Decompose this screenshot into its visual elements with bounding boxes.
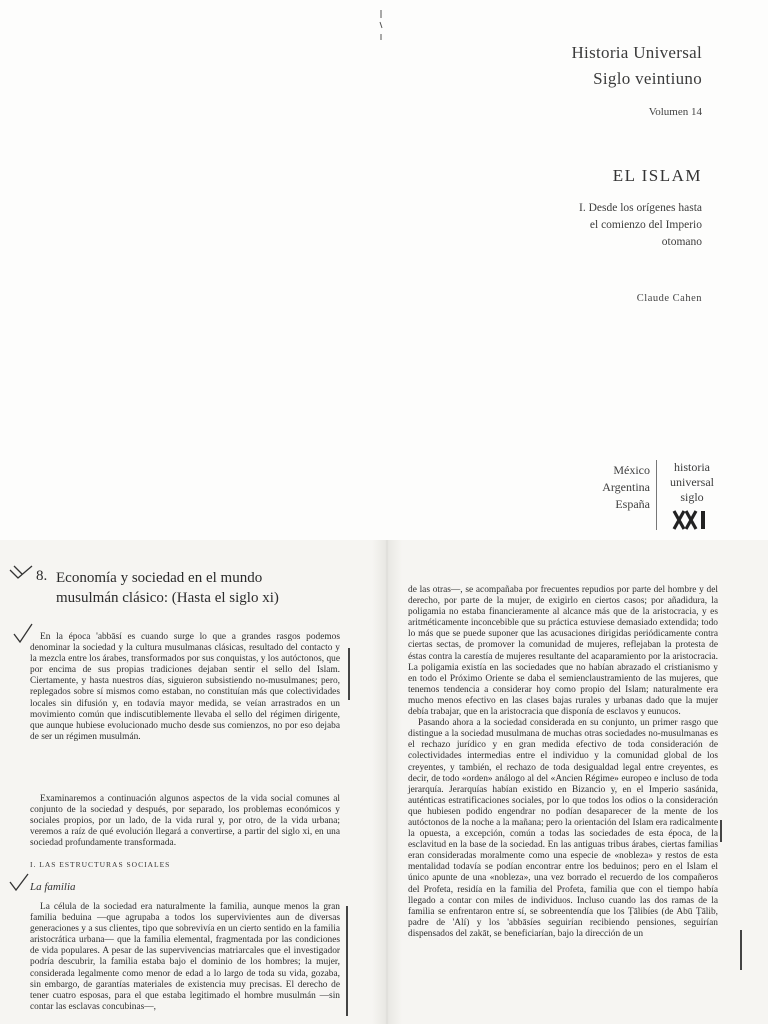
right-page-text <box>408 585 718 940</box>
family-paragraph: La célula de la sociedad era naturalmente la familia, aunque menos la gran familia beduina —que agrupaba a todos los supervivientes aun de diversas generaciones y a sus clientes, tipo que sobrevivía en un cierto sentido en la familia aristocrática urbana— que la familia elemental, fragmentada por las condiciones de vida populares. A pesar de las supervivencias matriarcales que el investigador podría descubrir, la familia estaba bajo el dominio de los hombres; la mujer, considerada legalmente como menor de edad a lo largo de toda su vida, gozaba, sin embargo, de garantías materiales de existencia muy precisas. El derecho de tener cuatro esposas, para el que estaba legitimado el hombre musulmán —sin contar las esclavas concubinas—, <box>30 902 340 1012</box>
publisher-name <box>662 460 722 505</box>
right-paragraph-1: de las otras—, se acompañaba por frecuentes repudios por parte del hombre y del derecho, por parte de la mujer, de exigirlo en ciertos casos; por añadidura, la poligamia no estaba financieramente al alcance más que de la aristocracia, y es aritméticamente inconcebible que su práctica estuviese demasiado extendida; todo lo más que se puede suponer que las acusaciones dirigidas periódicamente contra ciertas sectas, de promover la comunidad de mujeres, reflejaban la protesta de éstas contra la carestía de mujeres resultante del acaparamiento por la aristocracia. La poligamia existía en las sociedades que no habían abrazado el cristianismo y en todo el Próximo Oriente se daba el semienclaustramiento de las mujeres, que tenemos tendencia a considerar hoy como propio del Islam; naturalmente era mucho menos efectivo en las clases bajas rurales y urbanas dado que la mujer debía trabajar, que en la aristocracia que disponía de esclavos y eunucos. <box>408 585 718 718</box>
right-paragraph-2: Pasando ahora a la sociedad considerada en su conjunto, un primer rasgo que distingue a la sociedad musulmana de muchas otras sociedades no-musulmanas es el rechazo jurídico y en gran medida efectivo de toda consideración de colectividades intermedias entre el individuo y la comunidad global de los creyentes, y también, el rechazo de toda desigualdad legal entre creyentes, es decir, de todo «orden» análogo al del «Ancien Régime» europeo e incluso de toda jerarquía. Jerarquías habían existido en Bizancio y, en el Imperio sasánida, auténticas estratificaciones sociales, por lo que todos los odios o la consideración que hubiesen podido engendrar no podían desaparecer de la mente de los autóctonos de la noche a la mañana; pero la orientación del Islam era radicalmente la opuesta, a excepción, común a todas las sociedades de esta época, de la esclavitud en la base de la sociedad. En las antiguas tribus árabes, ciertas familias eran consideradas moralmente como una especie de «nobleza» y restos de esta mentalidad todavía se podían encontrar entre los beduinos; pero en el Islam el único apunte de una «nobleza», una vez borrado el recuerdo de los compañeros del Profeta, residía en la familia del Profeta, familia que con el tiempo había llegado a contar con miles de individuos. Incluso cuando las dos ramas de la familia se enfrentaron entre sí, se sobreentendía que los Ṭālibíes (de Abū Ṭālib, padre de 'Alí) y los 'abbāsíes seguirían recibiendo pensiones, seguirían dispensados del zakāt, se beneficiarían, bajo la dirección de un <box>408 718 718 939</box>
pen-mark-icon <box>378 8 384 48</box>
publisher-logo-icon <box>672 509 712 531</box>
series-line-1: Historia Universal <box>571 43 702 62</box>
publisher-line-1: historia <box>674 460 710 474</box>
book-gutter <box>372 540 402 1024</box>
chapter-number: 8. <box>36 568 48 584</box>
intro-paragraph-2: Examinaremos a continuación algunos aspectos de la vida social comunes al conjunto de la sociedad y después, por separado, los problemas económicos y sociales propios, por un lado, de la vida rural y, por otro, de la vida urbana; veremos a raíz de qué evolución llegará a convertirse, a partir del siglo xi, en una sociedad profundamente transformada. <box>30 794 340 849</box>
publisher-divider <box>656 460 657 530</box>
city-argentina: Argentina <box>602 480 650 494</box>
chapter-title-line-1: Economía y sociedad en el mundo <box>56 570 263 586</box>
handwritten-check-icon <box>8 872 30 892</box>
subtitle-line-3: otomano <box>661 236 702 248</box>
publisher-line-3: siglo <box>680 490 704 504</box>
volume-number: Volumen 14 <box>648 106 702 118</box>
chapter-title <box>56 568 356 608</box>
handwritten-check-icon <box>8 562 34 580</box>
margin-mark <box>346 906 348 1016</box>
chapter-title-line-2: musulmán clásico: (Hasta el siglo xi) <box>56 590 279 606</box>
series-title <box>480 40 702 92</box>
book-title: EL ISLAM <box>612 166 702 185</box>
margin-mark <box>720 820 722 842</box>
margin-mark <box>740 930 742 970</box>
series-line-2: Siglo veintiuno <box>593 69 702 88</box>
city-mexico: México <box>613 463 650 477</box>
author-name: Claude Cahen <box>636 293 702 304</box>
subsection-heading: La familia <box>30 881 76 893</box>
margin-mark <box>348 648 350 700</box>
publisher-cities <box>540 462 650 513</box>
intro-paragraph-1: En la época 'abbāsí es cuando surge lo que a grandes rasgos podemos denominar la sociedad y la cultura musulmanas clásicas, resultado del contacto y la mezcla entre los árabes, transformados por sus conquistas, y los autóctonos, que por encima de sus propias tradiciones dejaban sentir el sello del Islam. Ciertamente, y hasta nuestros días, siguieron subsistiendo no-musulmanes; pero, replegados sobre sí mismos como estaban, no constituían más que colectividades locales sin difusión y, en todavía mayor medida, se veían arrastrados en un movimiento común que indiscutiblemente llevaba el sello del régimen dirigente, que aunque hubiese evolucionado mucho desde sus comienzos, no por eso dejaba de ser un régimen musulmán. <box>30 632 340 742</box>
book-subtitle <box>500 200 702 251</box>
publisher-line-2: universal <box>670 475 714 489</box>
subtitle-line-2: el comienzo del Imperio <box>589 219 702 231</box>
city-espana: España <box>615 497 650 511</box>
section-heading: I. LAS ESTRUCTURAS SOCIALES <box>30 860 171 869</box>
subtitle-line-1: I. Desde los orígenes hasta <box>579 202 702 214</box>
